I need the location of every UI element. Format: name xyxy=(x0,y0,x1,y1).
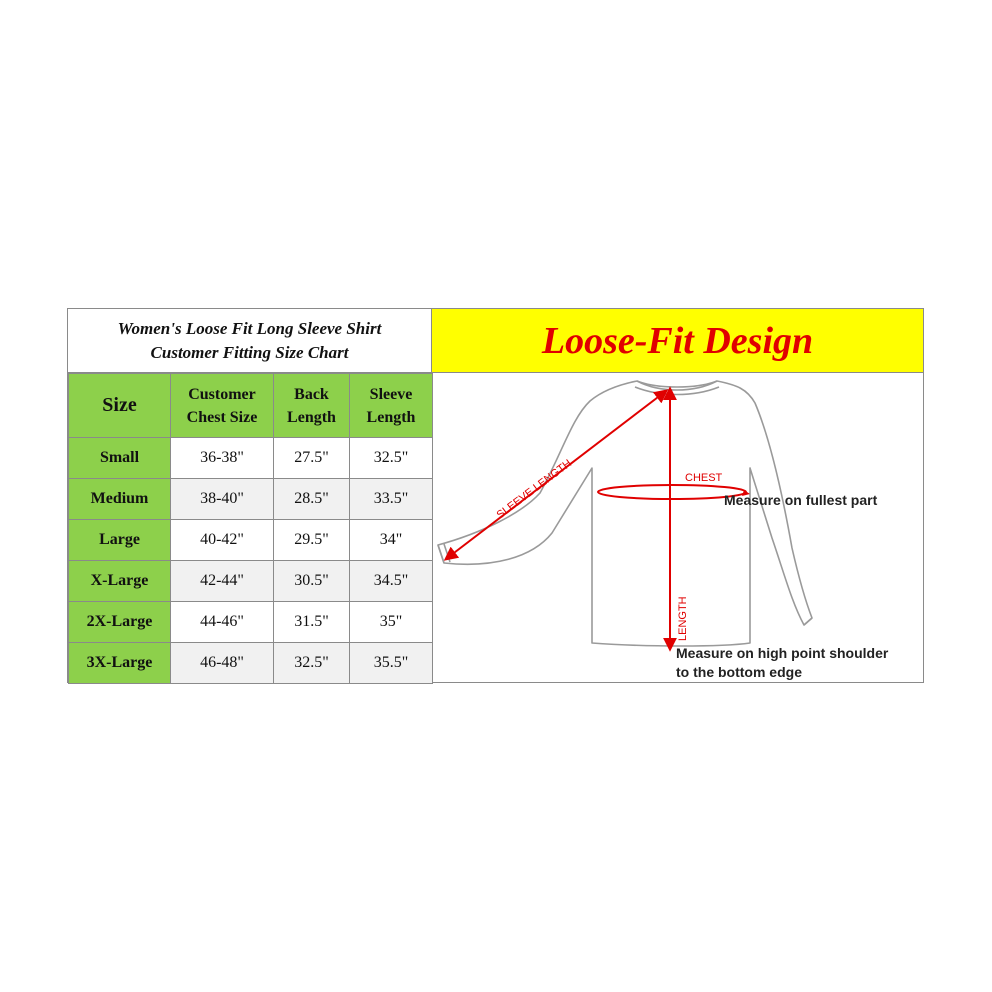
sleeve-value: 35" xyxy=(350,602,433,643)
sleeve-value: 32.5" xyxy=(350,438,433,479)
size-name: X-Large xyxy=(69,561,171,602)
sleeve-value: 33.5" xyxy=(350,479,433,520)
size-chart xyxy=(67,308,924,683)
sleeve-length-label: SLEEVE LENGTH xyxy=(494,457,575,522)
banner-text: Loose-Fit Design xyxy=(541,319,814,362)
chest-value: 46-48" xyxy=(171,643,274,684)
chest-value: 38-40" xyxy=(171,479,274,520)
table-row xyxy=(69,479,433,520)
shirt-measurement-diagram xyxy=(432,373,923,682)
header-chest-size: Customer Chest Size xyxy=(171,374,274,438)
chest-value: 40-42" xyxy=(171,520,274,561)
size-name: Small xyxy=(69,438,171,479)
back-value: 30.5" xyxy=(274,561,350,602)
header-size: Size xyxy=(69,374,171,438)
chest-value: 42-44" xyxy=(171,561,274,602)
table-row xyxy=(69,561,433,602)
size-name: 2X-Large xyxy=(69,602,171,643)
chart-title-line2: Customer Fitting Size Chart xyxy=(150,342,349,362)
size-name: Medium xyxy=(69,479,171,520)
sleeve-value: 35.5" xyxy=(350,643,433,684)
table-row xyxy=(69,520,433,561)
table-row xyxy=(69,602,433,643)
back-value: 28.5" xyxy=(274,479,350,520)
size-table xyxy=(68,373,433,684)
header-sleeve-length: Sleeve Length xyxy=(350,374,433,438)
size-name: Large xyxy=(69,520,171,561)
back-value: 32.5" xyxy=(274,643,350,684)
back-value: 31.5" xyxy=(274,602,350,643)
chest-note: Measure on fullest part xyxy=(724,492,878,508)
header-back-length: Back Length xyxy=(274,374,350,438)
length-note-line2: to the bottom edge xyxy=(676,664,802,680)
chest-value: 36-38" xyxy=(171,438,274,479)
chart-title xyxy=(68,309,432,373)
back-value: 29.5" xyxy=(274,520,350,561)
chest-value: 44-46" xyxy=(171,602,274,643)
shirt-outline-icon xyxy=(438,381,812,646)
table-header-row xyxy=(69,374,433,438)
sleeve-value: 34" xyxy=(350,520,433,561)
table-row xyxy=(69,643,433,684)
table-row xyxy=(69,438,433,479)
back-value: 27.5" xyxy=(274,438,350,479)
length-label: LENGTH xyxy=(677,596,689,641)
chest-label: CHEST xyxy=(685,472,723,484)
chart-title-line1: Women's Loose Fit Long Sleeve Shirt xyxy=(117,318,382,338)
sleeve-value: 34.5" xyxy=(350,561,433,602)
size-name: 3X-Large xyxy=(69,643,171,684)
length-note-line1: Measure on high point shoulder xyxy=(676,645,889,661)
loose-fit-banner xyxy=(432,309,923,373)
